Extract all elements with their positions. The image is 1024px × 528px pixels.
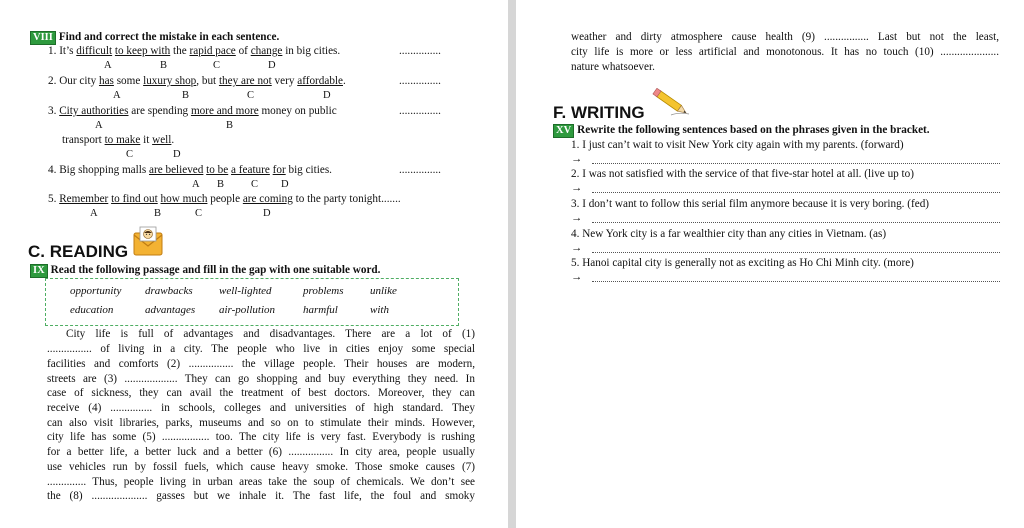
writing-item-3: 3. I don’t want to follow this serial film anymore because it is very boring. (fed) <box>571 198 930 210</box>
q-text: It’s <box>59 45 77 57</box>
underlined-part-d: for <box>272 164 286 176</box>
question-5 <box>48 193 401 206</box>
word-option: with <box>370 304 389 316</box>
q-text: of <box>235 45 251 57</box>
reading-envelope-icon <box>132 225 164 257</box>
answer-dots: ............... <box>399 105 441 117</box>
answer-line[interactable] <box>592 281 1000 282</box>
passage-line: can also visit libraries, parks, museums and so on to stimulate their minds. However, <box>47 417 475 429</box>
letter-d: D <box>281 179 289 190</box>
underlined-part-c: a feature <box>231 164 270 176</box>
word-option: drawbacks <box>145 285 193 297</box>
underlined-part-d: change <box>250 45 283 57</box>
letter-a: A <box>90 208 98 219</box>
q-number: 4. <box>48 164 57 176</box>
letter-b: B <box>154 208 162 219</box>
letter-c: C <box>195 208 203 219</box>
passage-line: City life is full of advantages and disadvantages. There are a lot of (1) <box>66 328 475 340</box>
section-tag: VIII <box>30 31 56 45</box>
section-tag: IX <box>30 264 48 278</box>
answer-line[interactable] <box>592 252 1000 253</box>
underlined-part-b: to find out <box>111 193 158 205</box>
underlined-part-a: Remember <box>59 193 109 205</box>
q-text: Big shopping malls <box>59 164 150 176</box>
letter-d: D <box>263 208 271 219</box>
answer-dots: ............... <box>399 45 441 57</box>
word-option: problems <box>303 285 344 297</box>
letter-a: A <box>95 120 103 131</box>
arrow-icon: → <box>571 271 583 283</box>
underlined-part-a: are believed <box>149 164 204 176</box>
letter-c: C <box>251 179 259 190</box>
passage-line: facilities and comforts (2) ................ the village people. Their houses are modern, <box>47 358 475 370</box>
section-title: Read the following passage and fill in the gap with one suitable word. <box>50 264 381 276</box>
letter-d: D <box>173 149 181 160</box>
q-text: . <box>171 134 175 146</box>
writing-item-4: 4. New York city is a far wealthier city than any cities in Vietnam. (as) <box>571 228 887 240</box>
letter-a: A <box>104 60 112 71</box>
pencil-icon <box>649 88 693 118</box>
letter-c: C <box>126 149 134 160</box>
word-option: well-lighted <box>219 285 272 297</box>
q-text: the <box>170 45 190 57</box>
section-xv-header <box>553 124 930 138</box>
answer-line[interactable] <box>592 192 1000 193</box>
left-page <box>0 0 508 528</box>
question-1 <box>48 45 340 58</box>
q-text: big cities. <box>285 164 332 176</box>
letter-a: A <box>192 179 200 190</box>
q-text: are spending <box>128 105 191 117</box>
passage-line: use vehicles run by fossil fuels, which cause heavy smoke. Those smoke causes (7) <box>47 461 475 473</box>
answer-dots: ............... <box>399 164 441 176</box>
word-option: air-pollution <box>219 304 276 316</box>
section-title: Find and correct the mistake in each sentence. <box>58 31 280 43</box>
underlined-part-d: well <box>152 134 172 146</box>
q-text: money on public <box>258 105 337 117</box>
underlined-part-c: to make <box>104 134 141 146</box>
letter-b: B <box>217 179 225 190</box>
underlined-part-c: they are not <box>218 75 272 87</box>
answer-dots: ............... <box>399 75 441 87</box>
section-viii-header <box>30 31 279 45</box>
q-number: 2. <box>48 75 57 87</box>
reading-heading: C. READING <box>28 242 129 261</box>
underlined-part-b: to keep with <box>114 45 171 57</box>
q-text: to the party tonight....... <box>292 193 401 205</box>
question-3 <box>48 105 337 118</box>
arrow-icon: → <box>571 212 583 224</box>
q-text: people <box>207 193 243 205</box>
writing-item-1: 1. I just can’t wait to visit New York city again with my parents. (forward) <box>571 139 904 151</box>
question-3-continued <box>62 134 174 147</box>
writing-item-5: 5. Hanoi capital city is generally not as exciting as Ho Chi Minh city. (more) <box>571 257 914 269</box>
q-text: in big cities. <box>282 45 341 57</box>
q-number: 1. <box>48 45 57 57</box>
underlined-part-d: affordable <box>297 75 343 87</box>
underlined-part-c: rapid pace <box>189 45 236 57</box>
underlined-part-a: City authorities <box>59 105 129 117</box>
section-ix-header <box>30 264 380 278</box>
q-text: transport <box>62 134 105 146</box>
letter-c: C <box>213 60 221 71</box>
q-text: some <box>113 75 144 87</box>
passage-line: city life has some (5) ................. too. The city life is very fast. Everybody is rushing <box>47 431 475 443</box>
section-tag: XV <box>553 124 574 138</box>
underlined-part-a: difficult <box>76 45 113 57</box>
letter-a: A <box>113 90 121 101</box>
word-option: unlike <box>370 285 397 297</box>
word-option: education <box>70 304 114 316</box>
writing-heading: F. WRITING <box>553 103 645 122</box>
underlined-part-b: luxury shop <box>143 75 197 87</box>
underlined-part-b: more and more <box>190 105 259 117</box>
question-2 <box>48 75 346 88</box>
word-option: opportunity <box>70 285 122 297</box>
underlined-part-c: how much <box>160 193 208 205</box>
word-option: harmful <box>303 304 338 316</box>
passage-line: receive (4) ............... in schools, colleges and universities of high standard. They <box>47 402 475 414</box>
passage-line: the (8) .................... gasses but we inhale it. The fast life, the foul and smoky <box>47 490 475 502</box>
passage-line: ................ of living in a city. The people who live in cities enjoy some special <box>47 343 475 355</box>
passage-line: nature whatsoever. <box>571 61 655 73</box>
letter-c: C <box>247 90 255 101</box>
arrow-icon: → <box>571 242 583 254</box>
passage-line: for a better life, a better luck and a better (6) ................ In city area, people usually <box>47 446 475 458</box>
q-number: 3. <box>48 105 57 117</box>
q-text: very <box>271 75 298 87</box>
letter-d: D <box>268 60 276 71</box>
underlined-part-a: has <box>98 75 114 87</box>
q-number: 5. <box>48 193 57 205</box>
q-text: . <box>343 75 346 87</box>
passage-line: weather and dirty atmosphere cause health (9) ................ Last but not the least, <box>571 31 999 43</box>
letter-d: D <box>323 90 331 101</box>
arrow-icon: → <box>571 182 583 194</box>
q-text: it <box>140 134 153 146</box>
passage-line: case of sickness, they can avail the treatment of best doctors. Moreover, they can <box>47 387 475 399</box>
passage-line: streets are (3) ................... They can go shopping and buy everything they need. In <box>47 373 475 385</box>
writing-item-2: 2. I was not satisfied with the service of that five-star hotel at all. (live up to) <box>571 168 914 180</box>
section-title: Rewrite the following sentences based on the phrases given in the bracket. <box>577 124 930 136</box>
underlined-part-d: are coming <box>242 193 293 205</box>
letter-b: B <box>160 60 168 71</box>
answer-line[interactable] <box>592 163 1000 164</box>
word-option: advantages <box>145 304 196 316</box>
passage-line: .............. Thus, people living in urban areas take the soup of chemicals. We don’t see <box>47 476 475 488</box>
q-text: , but <box>196 75 219 87</box>
passage-line: city life is more or less artificial and monotonous. It has no touch (10) ..................... <box>571 46 999 58</box>
underlined-part-b: to be <box>206 164 229 176</box>
question-4 <box>48 164 332 177</box>
right-page <box>516 0 1024 528</box>
answer-line[interactable] <box>592 222 1000 223</box>
q-text: Our city <box>59 75 99 87</box>
letter-b: B <box>182 90 190 101</box>
letter-b: B <box>226 120 234 131</box>
arrow-icon: → <box>571 153 583 165</box>
